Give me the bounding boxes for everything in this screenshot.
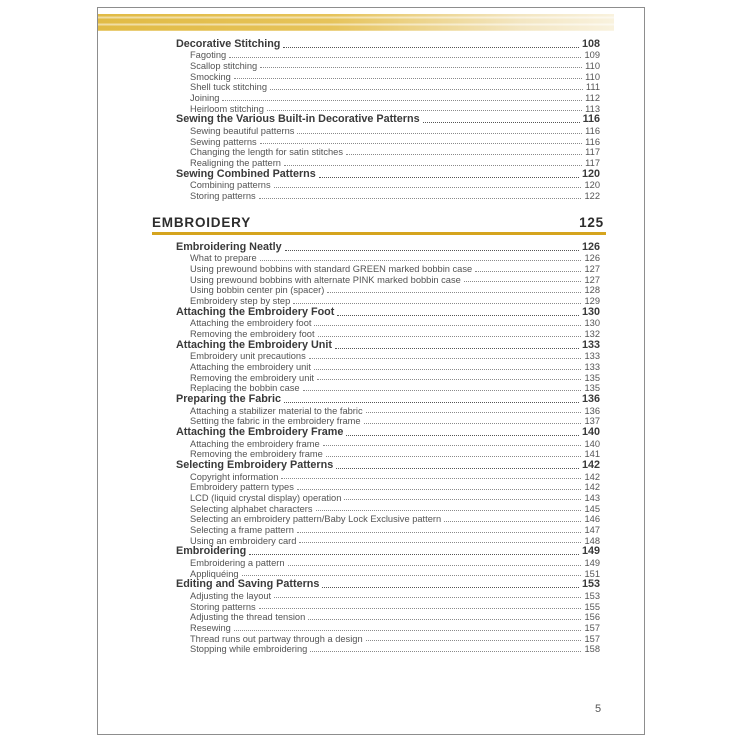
toc-entry-page-number: 120 [584, 180, 600, 191]
toc-entry-page-number: 130 [581, 306, 600, 318]
toc-entry-page-number: 129 [584, 296, 600, 307]
toc-entry [98, 579, 644, 591]
toc-entry-title: Attaching the Embroidery Frame [176, 426, 344, 438]
toc-entry [98, 372, 644, 383]
toc-entry-page-number: 133 [581, 339, 600, 351]
dotted-leader [303, 390, 582, 391]
toc-entry-title: Fagoting [190, 50, 227, 61]
toc-entry-page-number: 110 [585, 71, 600, 82]
toc-entry [98, 514, 644, 525]
toc-entry-page-number: 143 [584, 492, 600, 503]
dotted-leader [319, 177, 579, 178]
toc-entry [98, 114, 644, 126]
toc-entry-title: Adjusting the thread tension [190, 612, 306, 623]
toc-entry [98, 482, 644, 493]
toc-entry-title: Using prewound bobbins with alternate PINK marked bobbin case [190, 274, 461, 285]
toc-entry [98, 383, 644, 394]
toc-entry [98, 190, 644, 201]
dotted-leader [242, 575, 582, 576]
toc-entry-title: LCD (liquid crystal display) operation [190, 492, 342, 503]
toc-entry-title: Editing and Saving Patterns [176, 578, 320, 591]
toc-entry [98, 147, 644, 158]
toc-entry-title: Embroidering a pattern [190, 558, 285, 568]
toc-entry-page-number: 110 [585, 60, 600, 71]
toc-entry-page-number: 109 [584, 50, 600, 61]
toc-entry-page-number: 147 [584, 525, 600, 536]
dotted-leader [297, 133, 582, 134]
dotted-leader [346, 154, 582, 155]
dotted-leader [326, 456, 582, 457]
toc-entry-page-number: 117 [585, 147, 600, 158]
toc-entry-page-number: 133 [584, 351, 600, 362]
toc-entry-page-number: 116 [585, 136, 600, 147]
dotted-leader [316, 510, 582, 511]
dotted-leader [444, 521, 581, 522]
toc-entry-page-number: 146 [584, 514, 600, 525]
toc-entry [98, 524, 644, 535]
toc-entry-title: Realigning the pattern [190, 158, 281, 169]
dotted-leader [364, 423, 582, 424]
dotted-leader [259, 198, 582, 199]
toc-entry-title: Appliquéing [190, 568, 239, 579]
toc-entry-title: Attaching the embroidery frame [190, 438, 320, 449]
toc-entry-page-number: 157 [584, 623, 600, 634]
toc-entry-title: Selecting an embroidery pattern/Baby Lock Exclusive pattern [190, 514, 442, 525]
toc-entry-title: Attaching the embroidery foot [190, 318, 312, 329]
toc-entry [98, 318, 644, 329]
toc-entry-title: Storing patterns [190, 191, 256, 202]
toc-entry-page-number: 145 [584, 503, 600, 514]
toc-entry-title: Scallop stitching [190, 60, 258, 71]
toc-entry-page-number: 127 [584, 264, 600, 274]
toc-entry-title: Sewing Combined Patterns [176, 168, 316, 180]
toc-entry-title: Attaching the embroidery unit [190, 362, 311, 372]
toc-entry-title: Using an embroidery card [190, 535, 297, 546]
dotted-leader [366, 412, 582, 413]
toc-entry [98, 393, 644, 405]
dotted-leader [323, 445, 582, 446]
dotted-leader [288, 565, 582, 566]
toc-entry [98, 492, 644, 503]
toc-entry-page-number: 116 [585, 126, 600, 136]
toc-entry-title: Shell tuck stitching [190, 82, 267, 93]
dotted-leader [314, 369, 582, 370]
toc-entry [98, 82, 644, 93]
dotted-leader [234, 78, 582, 79]
dotted-leader [366, 640, 582, 641]
toc-entry [98, 405, 644, 416]
dotted-leader [281, 478, 581, 479]
dotted-leader [259, 608, 582, 609]
dotted-leader [336, 468, 579, 469]
dotted-leader [267, 110, 582, 111]
toc-entry-title: Combining patterns [190, 180, 271, 191]
toc-entry-page-number: 132 [584, 329, 600, 340]
toc-entry-page-number: 156 [584, 612, 600, 623]
toc-entry [98, 449, 644, 460]
toc-entry [98, 60, 644, 71]
toc-entry [98, 644, 644, 655]
toc-entry-page-number: 135 [584, 383, 600, 394]
toc-entry-title: Stopping while embroidering [190, 644, 308, 655]
toc-entry-page-number: 148 [584, 535, 600, 546]
dotted-leader [346, 435, 579, 436]
dotted-leader [314, 325, 581, 326]
dotted-leader [327, 292, 581, 293]
toc-entry [98, 426, 644, 438]
dotted-leader [260, 67, 582, 68]
toc-entry [98, 503, 644, 514]
toc-entry [98, 612, 644, 623]
toc-entry [98, 339, 644, 351]
toc-entry [98, 92, 644, 103]
toc-entry-title: Sewing the Various Built-in Decorative Patterns [176, 113, 420, 126]
toc-entry-page-number: 149 [581, 545, 600, 558]
toc-entry-title: Removing the embroidery foot [190, 329, 315, 340]
toc-entry-title: Heirloom stitching [190, 103, 264, 114]
toc-entry-page-number: 117 [585, 158, 600, 169]
toc-entry [98, 622, 644, 633]
toc-entry-title: Embroidering [176, 545, 247, 558]
toc-entry-page-number: 155 [584, 601, 600, 612]
dotted-leader [317, 379, 581, 380]
toc-entry-page-number: 113 [585, 103, 600, 114]
toc-entry-page-number: 108 [581, 38, 600, 50]
toc-entry-title: Using prewound bobbins with standard GREEN marked bobbin case [190, 264, 473, 274]
toc-entry [98, 361, 644, 372]
toc-entry [98, 416, 644, 427]
toc-entry-title: Attaching the Embroidery Unit [176, 339, 332, 351]
dotted-leader [318, 336, 582, 337]
toc-entry [98, 471, 644, 482]
toc-entry-title: Smocking [190, 71, 231, 82]
toc-entry-page-number: 153 [581, 578, 600, 591]
toc-entry [98, 438, 644, 449]
page-number: 5 [594, 703, 602, 715]
chapter-gold-rule [152, 232, 606, 235]
toc-entry-page-number: 111 [585, 82, 600, 93]
toc-entry-title: Embroidery pattern types [190, 482, 294, 493]
toc-entry [98, 601, 644, 612]
toc-entry [98, 180, 644, 191]
dotted-leader [222, 100, 582, 101]
toc-entry-page-number: 142 [581, 459, 600, 471]
toc-entry-page-number: 141 [584, 449, 600, 460]
toc-entry-title: Thread runs out partway through a design [190, 633, 363, 644]
toc-entry-title: Embroidery step by step [190, 296, 291, 307]
toc-entry [98, 253, 644, 264]
dotted-leader [297, 489, 582, 490]
toc-entry-title: Resewing [190, 623, 231, 634]
toc-entry [98, 459, 644, 471]
dotted-leader [309, 358, 582, 359]
toc-entry [98, 328, 644, 339]
toc-entry-page-number: 158 [584, 644, 600, 655]
toc-entry-page-number: 153 [584, 590, 600, 601]
dotted-leader [274, 597, 581, 598]
dotted-leader [284, 165, 582, 166]
toc-entry-title: Adjusting the layout [190, 590, 272, 601]
toc-entry-title: Attaching the Embroidery Foot [176, 306, 335, 318]
toc-entry-title: Selecting Embroidery Patterns [176, 459, 334, 471]
dotted-leader [293, 303, 581, 304]
dotted-leader [270, 89, 583, 90]
dotted-leader [299, 542, 581, 543]
toc-entry [98, 274, 644, 285]
toc-entry [98, 285, 644, 296]
chapter-page-number: 125 [579, 215, 604, 231]
dotted-leader [310, 651, 581, 652]
toc-entry-page-number: 128 [584, 285, 600, 296]
toc-entry [98, 38, 644, 50]
toc-entry-page-number: 120 [581, 168, 600, 180]
chapter-title: EMBROIDERY [152, 215, 252, 231]
toc-entry [98, 306, 644, 318]
toc-entry-page-number: 130 [584, 318, 600, 329]
toc-entry-title: Removing the embroidery unit [190, 372, 315, 383]
toc-entry [98, 136, 644, 147]
toc-entry [98, 351, 644, 362]
toc-entry-title: Using bobbin center pin (spacer) [190, 285, 325, 296]
toc-entry-page-number: 126 [584, 253, 600, 264]
dotted-leader [283, 47, 579, 48]
toc-entry-title: Embroidering Neatly [176, 241, 282, 253]
toc-entry-page-number: 116 [582, 113, 600, 126]
toc-entry [98, 168, 644, 180]
toc-entry-title: What to prepare [190, 253, 257, 264]
dotted-leader [464, 281, 582, 282]
toc-entry [98, 295, 644, 306]
toc-entry-page-number: 112 [585, 93, 600, 104]
toc-entry [98, 557, 644, 568]
toc-entry-title: Sewing patterns [190, 136, 257, 147]
toc-entry [98, 633, 644, 644]
toc-entry-title: Storing patterns [190, 601, 256, 612]
dotted-leader [260, 143, 583, 144]
toc-entry-page-number: 142 [584, 482, 600, 493]
toc-entry [98, 103, 644, 114]
dotted-leader [475, 271, 581, 272]
dotted-leader [285, 250, 579, 251]
dotted-leader [229, 57, 581, 58]
toc-entry [98, 125, 644, 136]
chapter-heading [98, 214, 644, 230]
toc-entry [98, 546, 644, 558]
toc-entry [98, 568, 644, 579]
dotted-leader [274, 187, 582, 188]
toc-entry-title: Sewing beautiful patterns [190, 126, 295, 136]
toc-entry-page-number: 151 [584, 568, 600, 579]
toc-entry-page-number: 140 [581, 426, 600, 438]
toc-entry-title: Replacing the bobbin case [190, 383, 300, 394]
dotted-leader [284, 402, 579, 403]
toc-entry-title: Embroidery unit precautions [190, 351, 306, 362]
toc-entry-page-number: 157 [584, 633, 600, 644]
toc-entry-page-number: 142 [584, 471, 600, 482]
toc-entry-title: Setting the fabric in the embroidery frame [190, 416, 361, 427]
dotted-leader [337, 315, 579, 316]
toc-entry [98, 241, 644, 253]
toc-entry-page-number: 149 [584, 558, 600, 568]
toc-entry-title: Joining [190, 93, 220, 104]
toc-entry-title: Decorative Stitching [176, 38, 281, 50]
toc-entry-title: Removing the embroidery frame [190, 449, 323, 460]
toc-entry-title: Changing the length for satin stitches [190, 147, 343, 158]
toc-entry-title: Selecting alphabet characters [190, 503, 313, 514]
toc-entry-title: Attaching a stabilizer material to the fabric [190, 405, 363, 416]
toc-entry [98, 590, 644, 601]
toc-entry-title: Preparing the Fabric [176, 393, 281, 405]
toc-entry-page-number: 136 [581, 393, 600, 405]
toc-entry [98, 263, 644, 274]
dotted-leader [249, 554, 579, 555]
toc-entry-page-number: 140 [584, 438, 600, 449]
toc-entry-page-number: 126 [581, 241, 600, 253]
dotted-leader [297, 532, 582, 533]
toc-entry [98, 50, 644, 61]
toc-entry-title: Selecting a frame pattern [190, 525, 294, 536]
toc-entry [98, 71, 644, 82]
toc-entry [98, 535, 644, 546]
dotted-leader [423, 122, 580, 123]
toc-entry-page-number: 127 [584, 274, 600, 285]
toc-entry-page-number: 122 [584, 191, 600, 202]
dotted-leader [322, 587, 579, 588]
dotted-leader [308, 619, 581, 620]
dotted-leader [335, 348, 579, 349]
dotted-leader [260, 260, 582, 261]
toc-entry [98, 157, 644, 168]
gold-gradient-band [98, 14, 614, 31]
dotted-leader [234, 630, 582, 631]
toc-entry-title: Copyright information [190, 471, 279, 482]
table-of-contents [98, 38, 644, 654]
toc-entry-page-number: 133 [584, 362, 600, 372]
toc-entry-page-number: 136 [584, 405, 600, 416]
dotted-leader [344, 499, 581, 500]
toc-entry-page-number: 137 [584, 416, 600, 427]
toc-entry-page-number: 135 [584, 372, 600, 383]
